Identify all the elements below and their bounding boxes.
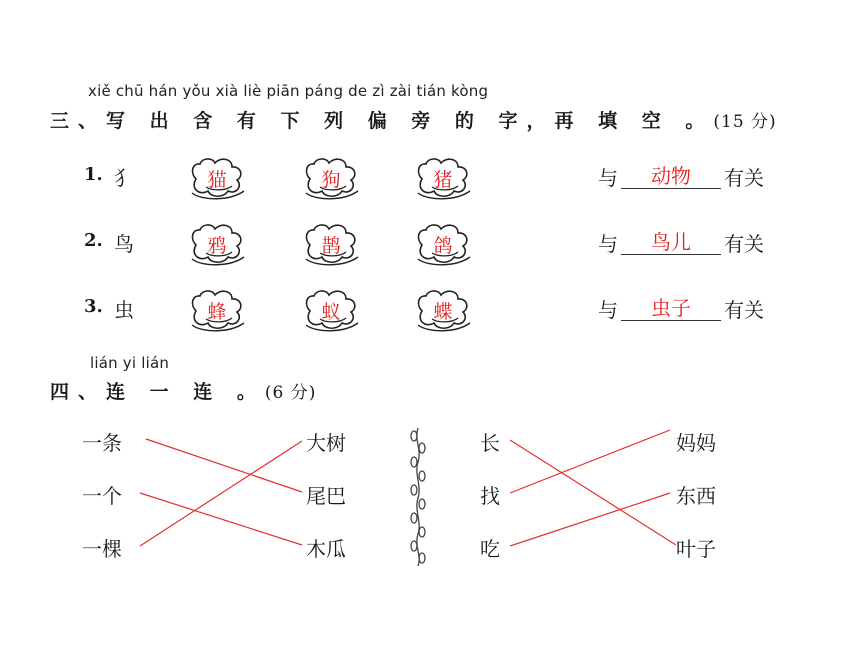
match-left-word[interactable]: 吃 [480, 537, 500, 561]
flower-char: 鸦 [207, 235, 227, 257]
row2-number: 2. [84, 230, 103, 251]
row2-prefix: 与 [598, 232, 618, 256]
flower-char: 蚁 [321, 301, 341, 323]
match-right-word[interactable]: 尾巴 [306, 484, 346, 508]
row1-answer: 动物 [651, 164, 691, 188]
row1-suffix: 有关 [724, 166, 764, 190]
match-right-word[interactable]: 木瓜 [306, 537, 346, 561]
flower-char: 猫 [207, 169, 227, 191]
match-right-word[interactable]: 大树 [306, 431, 346, 455]
flower-char: 狗 [321, 169, 341, 191]
match-line [140, 441, 302, 546]
match-line [510, 493, 670, 546]
match-left-word[interactable]: 一棵 [82, 537, 122, 561]
row3-radical: 虫 [114, 298, 134, 322]
row2-suffix: 有关 [724, 232, 764, 256]
section3-pinyin: xiě chū hán yǒu xià liè piān páng de zì zài tián kòng [88, 82, 489, 100]
match-line [510, 440, 676, 545]
match-line [510, 430, 670, 493]
match-left-word[interactable]: 一个 [82, 484, 122, 508]
section3-score: (15 分) [713, 112, 777, 132]
match-line [146, 439, 302, 492]
row2-radical: 鸟 [114, 232, 134, 256]
flower-char: 鹊 [321, 235, 341, 257]
row3-suffix: 有关 [724, 298, 764, 322]
right-group-lines [510, 430, 676, 546]
left-group-lines [140, 439, 302, 546]
section4-title-text: 四、连 一 连 。 [50, 381, 265, 403]
flower-char: 蝶 [433, 301, 453, 323]
flower-char: 蜂 [207, 301, 227, 323]
match-right-word[interactable]: 叶子 [676, 537, 716, 561]
row3-number: 3. [84, 296, 103, 317]
match-left-word[interactable]: 一条 [82, 431, 122, 455]
flower-char: 猪 [433, 169, 453, 191]
flower-char: 鸽 [433, 235, 453, 257]
section3-title-text: 三、写 出 含 有 下 列 偏 旁 的 字，再 填 空 。 [50, 110, 714, 132]
match-left-word[interactable]: 长 [480, 431, 500, 455]
match-right-word[interactable]: 妈妈 [676, 431, 716, 455]
section4-score: (6 分) [264, 383, 317, 403]
row1-prefix: 与 [598, 166, 618, 190]
row1-number: 1. [84, 164, 103, 185]
row3-answer: 虫子 [651, 296, 691, 320]
row2-answer: 鸟儿 [651, 230, 691, 254]
section4-pinyin: lián yi lián [90, 354, 170, 372]
match-left-word[interactable]: 找 [480, 484, 500, 508]
match-line [140, 493, 302, 545]
row1-radical: 犭 [114, 166, 134, 190]
row3-prefix: 与 [598, 298, 618, 322]
vine-divider-icon [411, 428, 425, 566]
match-right-word[interactable]: 东西 [676, 484, 716, 508]
